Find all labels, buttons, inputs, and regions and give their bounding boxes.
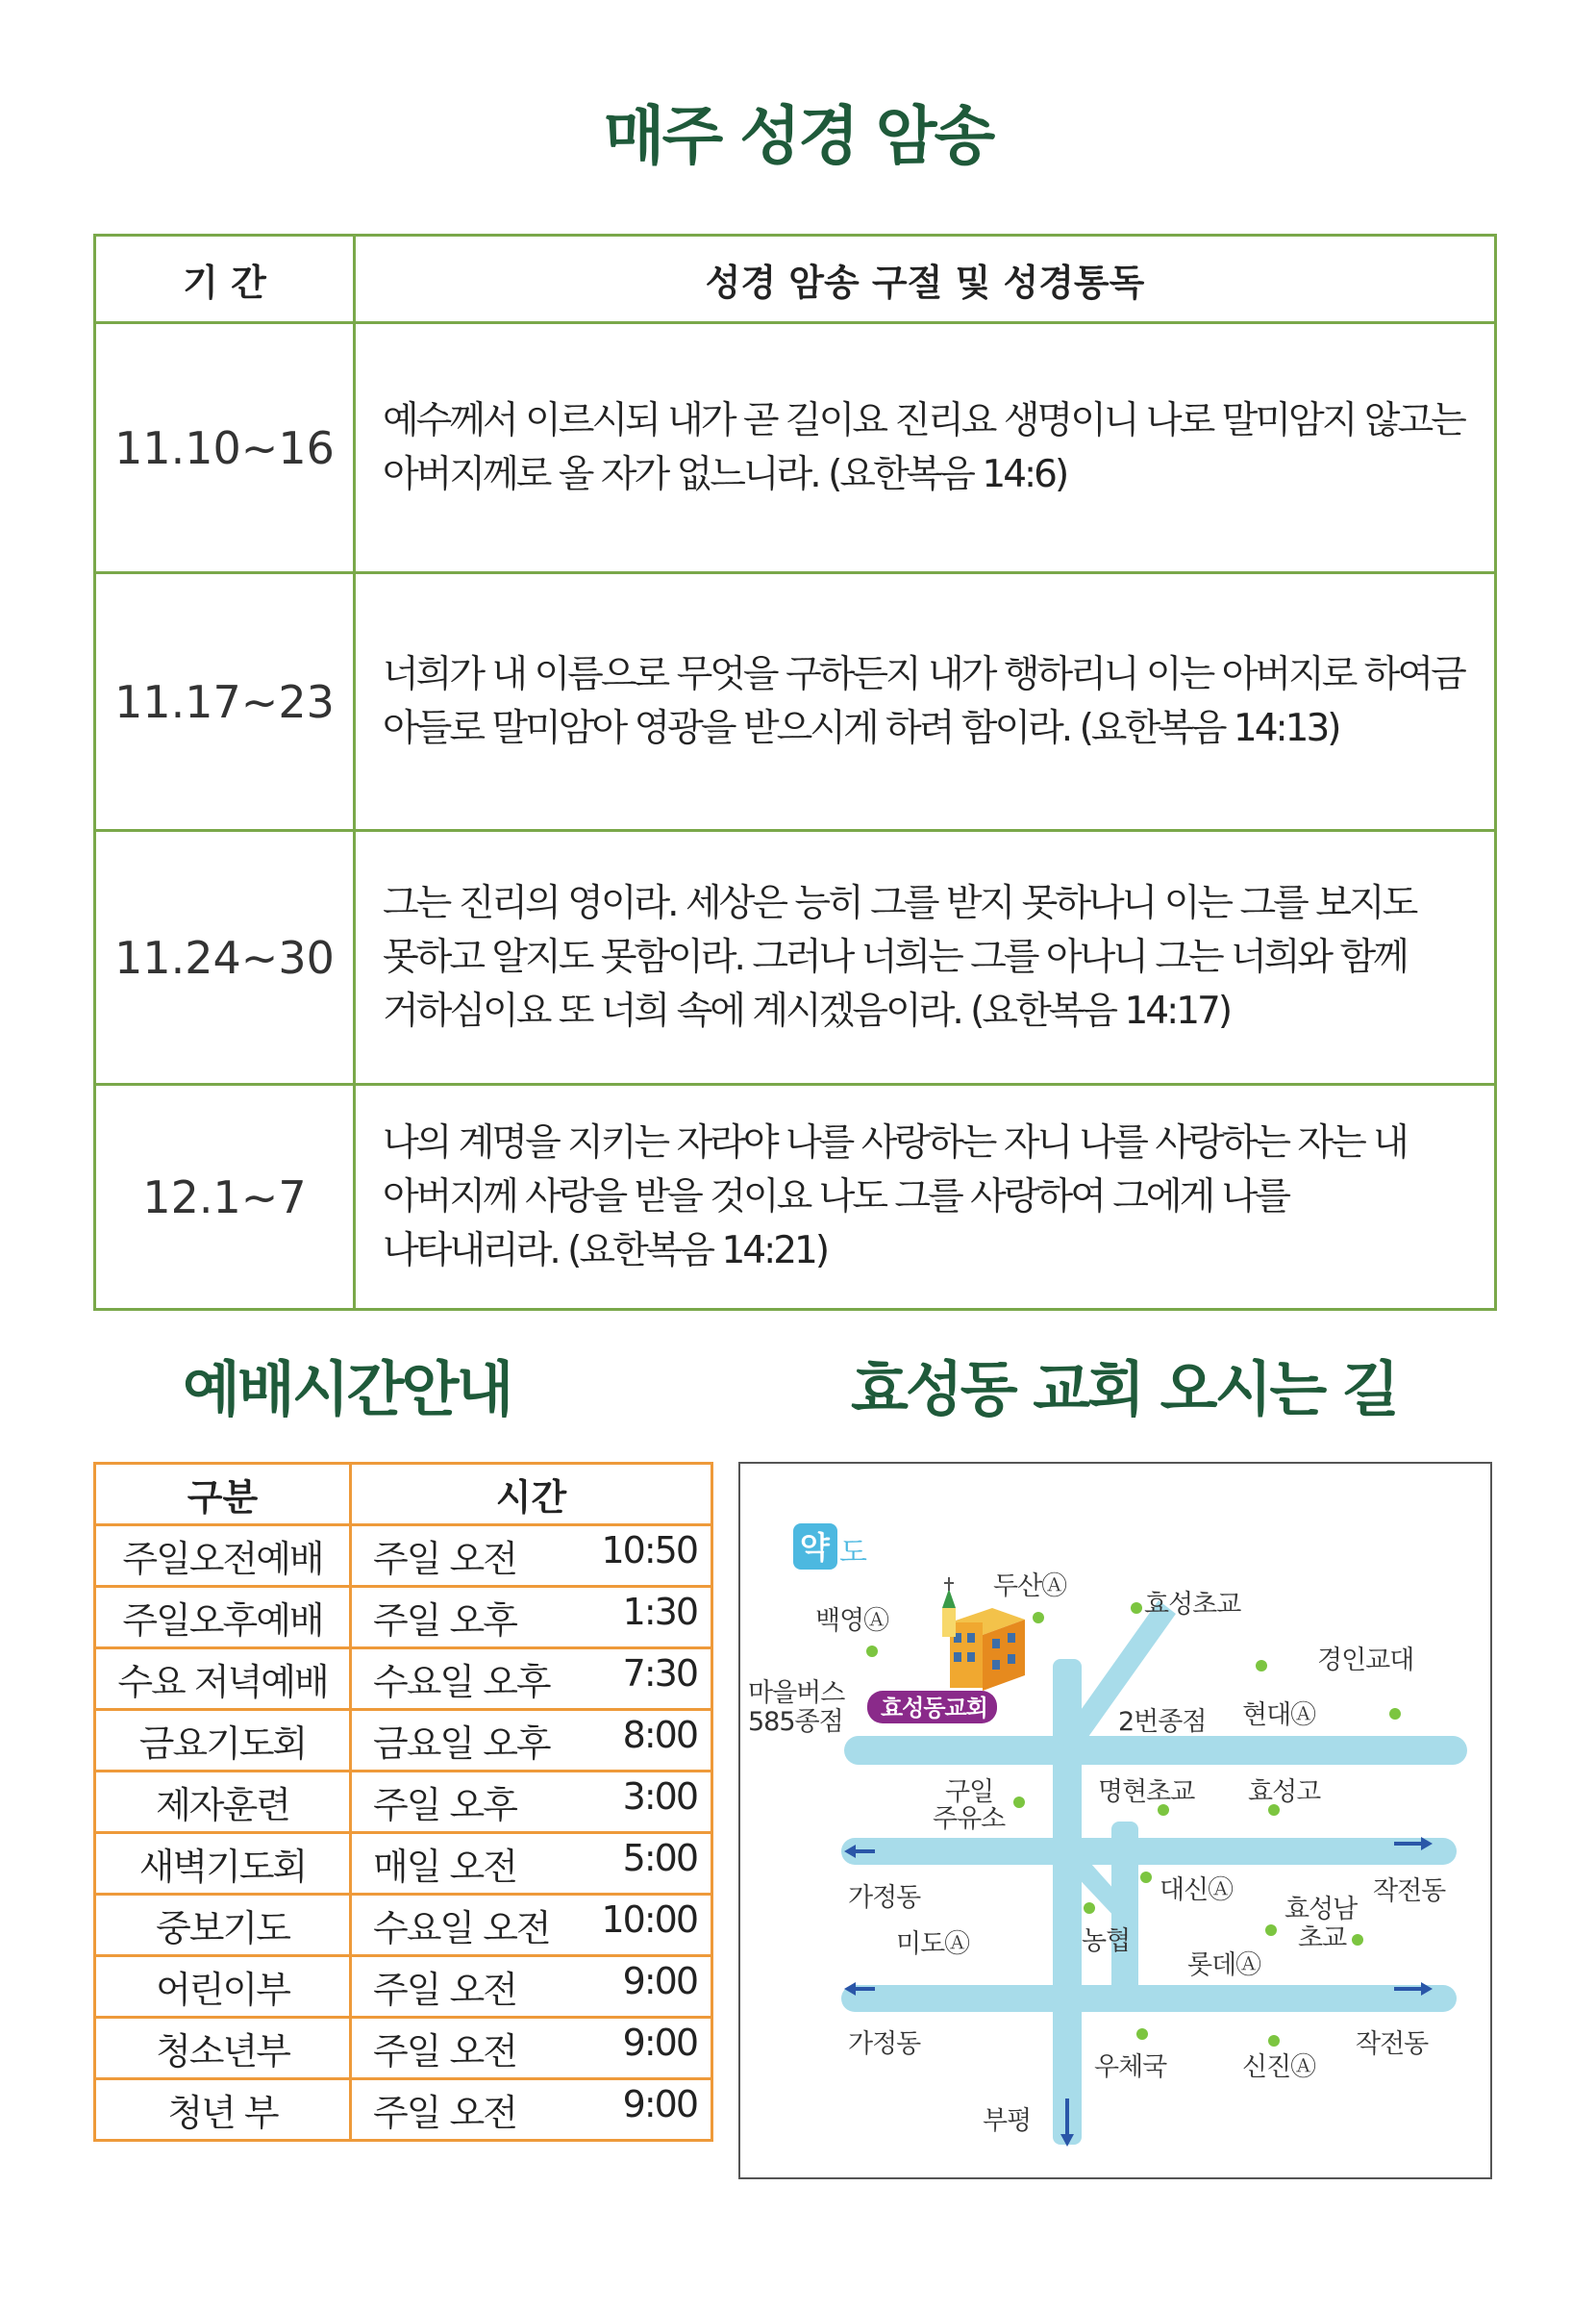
label-sinjin: 신진Ⓐ: [1242, 2052, 1316, 2082]
service-clock: 10:50: [601, 1529, 697, 1571]
directions-map: [738, 1462, 1492, 2179]
verse-cell: 나의 계명을 지키는 자라야 나를 사랑하는 자니 나를 사랑하는 자는 내 아버지께 사랑을 받을 것이요 나도 그를 사랑하여 그에게 나를 나타내리라. (요한복음 14:21): [355, 1085, 1496, 1310]
service-name: 청년 부: [95, 2079, 351, 2141]
map-title: 효성동 교회 오시는 길: [851, 1354, 1397, 1424]
table-row: [95, 1710, 712, 1772]
landmark-dot: [1084, 1902, 1095, 1914]
label-post-office: 우체국: [1094, 2052, 1167, 2082]
label-bupyeong: 부평: [983, 2106, 1032, 2136]
label-doosan: 두산Ⓐ: [993, 1571, 1067, 1601]
landmark-dot: [1256, 1660, 1267, 1671]
verse-cell: 예수께서 이르시되 내가 곧 길이요 진리요 생명이니 나로 말미암지 않고는 아버지께로 올 자가 없느니라. (요한복음 14:6): [355, 323, 1496, 573]
table-row: [95, 1895, 712, 1956]
service-clock: 9:00: [622, 1960, 697, 2002]
service-day: 수요일 오전: [373, 1907, 550, 1949]
header-time: 시간: [351, 1464, 712, 1525]
service-day: 주일 오전: [373, 2030, 516, 2073]
label-myunghyun: 명현초교: [1098, 1777, 1195, 1807]
legend-text-1: 약: [800, 1529, 830, 1566]
service-time: [351, 1833, 712, 1895]
service-time: [351, 1587, 712, 1648]
landmark-dot: [1131, 1602, 1142, 1614]
service-day: 수요일 오후: [373, 1661, 550, 1703]
landmark-dot: [1265, 1924, 1277, 1936]
landmark-dot: [1013, 1797, 1025, 1808]
table-row: [95, 1833, 712, 1895]
period-cell: 11.24~30: [95, 831, 355, 1085]
church-label: 효성동교회: [881, 1695, 987, 1721]
period-cell: 12.1~7: [95, 1085, 355, 1310]
service-clock: 10:00: [601, 1898, 697, 1941]
service-name: 중보기도: [95, 1895, 351, 1956]
landmark-dot: [1389, 1708, 1401, 1720]
header-period: 기 간: [95, 236, 355, 323]
label-nonghyup: 농협: [1082, 1926, 1131, 1956]
service-time: [351, 1772, 712, 1833]
legend-text-2: 도: [839, 1536, 867, 1570]
service-day: 금요일 오후: [373, 1722, 550, 1765]
service-day: 주일 오전: [373, 1538, 516, 1580]
header-service: 구분: [95, 1464, 351, 1525]
service-name: 어린이부: [95, 1956, 351, 2018]
service-day: 주일 오전: [373, 2092, 516, 2134]
table-row: [95, 1956, 712, 2018]
worship-schedule-table: [93, 1462, 713, 2142]
label-hyoseongnam: 효성남: [1284, 1895, 1358, 1924]
landmark-dot: [1033, 1612, 1044, 1623]
service-time: [351, 2018, 712, 2079]
service-time: [351, 1525, 712, 1587]
table-row: [95, 1772, 712, 1833]
label-hyundai: 현대Ⓐ: [1242, 1700, 1316, 1730]
table-row: [95, 573, 1496, 831]
label-baekyoung: 백영Ⓐ: [815, 1606, 889, 1636]
label-gajeong-upper: 가정동: [848, 1883, 921, 1913]
label-daesin: 대신Ⓐ: [1160, 1875, 1234, 1905]
landmark-dot: [1136, 2028, 1148, 2040]
table-row: [95, 1587, 712, 1648]
service-name: 새벽기도회: [95, 1833, 351, 1895]
table-row: [95, 1525, 712, 1587]
service-day: 매일 오전: [373, 1846, 516, 1888]
verse-table: [93, 234, 1497, 1311]
service-clock: 1:30: [622, 1591, 697, 1633]
label-hyoseongnam-school: 초교: [1298, 1923, 1347, 1953]
table-row: [95, 323, 1496, 573]
service-time: [351, 1895, 712, 1956]
label-mido: 미도Ⓐ: [896, 1929, 970, 1959]
worship-title: 예배시간안내: [183, 1354, 511, 1424]
service-time: [351, 1956, 712, 2018]
service-clock: 3:00: [622, 1775, 697, 1818]
landmark-dot: [866, 1646, 878, 1657]
service-name: 주일오후예배: [95, 1587, 351, 1648]
period-cell: 11.17~23: [95, 573, 355, 831]
label-hyoseong-high: 효성고: [1248, 1777, 1321, 1807]
service-name: 제자훈련: [95, 1772, 351, 1833]
period-cell: 11.10~16: [95, 323, 355, 573]
verse-table-header: [95, 236, 1496, 323]
service-time: [351, 2079, 712, 2141]
label-jakjeon-lower: 작전동: [1356, 2029, 1429, 2059]
map-graphic: [740, 1464, 1490, 2177]
service-day: 주일 오전: [373, 1969, 516, 2011]
table-row: [95, 2018, 712, 2079]
label-village-bus: 마을버스: [748, 1678, 845, 1708]
service-clock: 8:00: [622, 1714, 697, 1756]
label-585-terminal: 585종점: [748, 1707, 843, 1737]
header-verse: 성경 암송 구절 및 성경통독: [355, 236, 1496, 323]
landmark-dot: [1352, 1934, 1363, 1946]
label-gajeong-lower: 가정동: [848, 2029, 921, 2059]
road-lower: [841, 1985, 1457, 2012]
verse-cell: 너희가 내 이름으로 무엇을 구하든지 내가 행하리니 이는 아버지로 하여금 아들로 말미암아 영광을 받으시게 하려 함이라. (요한복음 14:13): [355, 573, 1496, 831]
label-hyoseong-elementary: 효성초교: [1144, 1590, 1241, 1620]
service-name: 청소년부: [95, 2018, 351, 2079]
page-title: 매주 성경 암송: [603, 99, 993, 173]
map-legend: [793, 1523, 867, 1570]
verse-cell: 그는 진리의 영이라. 세상은 능히 그를 받지 못하나니 이는 그를 보지도 못하고 알지도 못함이라. 그러나 너희는 그를 아나니 그는 너희와 함께 거하심이요 또 너희 속에 계시겠음이라. (요한복음 14:17): [355, 831, 1496, 1085]
landmark-dot: [1268, 2035, 1280, 2047]
service-clock: 5:00: [622, 1837, 697, 1879]
service-time: [351, 1710, 712, 1772]
service-clock: 9:00: [622, 2083, 697, 2125]
service-name: 수요 저녁예배: [95, 1648, 351, 1710]
road-upper: [844, 1736, 1467, 1765]
service-name: 주일오전예배: [95, 1525, 351, 1587]
label-terminal-2: 2번종점: [1118, 1707, 1207, 1737]
label-jakjeon-upper: 작전동: [1373, 1876, 1446, 1906]
table-row: [95, 2079, 712, 2141]
table-row: [95, 831, 1496, 1085]
service-clock: 9:00: [622, 2022, 697, 2064]
service-clock: 7:30: [622, 1652, 697, 1695]
schedule-header: [95, 1464, 712, 1525]
label-guil: 구일: [945, 1777, 994, 1807]
road-middle: [841, 1838, 1457, 1865]
label-gas-station: 주유소: [933, 1804, 1006, 1834]
service-day: 주일 오후: [373, 1784, 516, 1826]
landmark-dot: [1140, 1872, 1152, 1883]
service-name: 금요기도회: [95, 1710, 351, 1772]
service-time: [351, 1648, 712, 1710]
label-gyeongin: 경인교대: [1317, 1646, 1414, 1675]
label-lotte: 롯데Ⓐ: [1187, 1950, 1261, 1980]
table-row: [95, 1085, 1496, 1310]
service-day: 주일 오후: [373, 1599, 516, 1642]
table-row: [95, 1648, 712, 1710]
